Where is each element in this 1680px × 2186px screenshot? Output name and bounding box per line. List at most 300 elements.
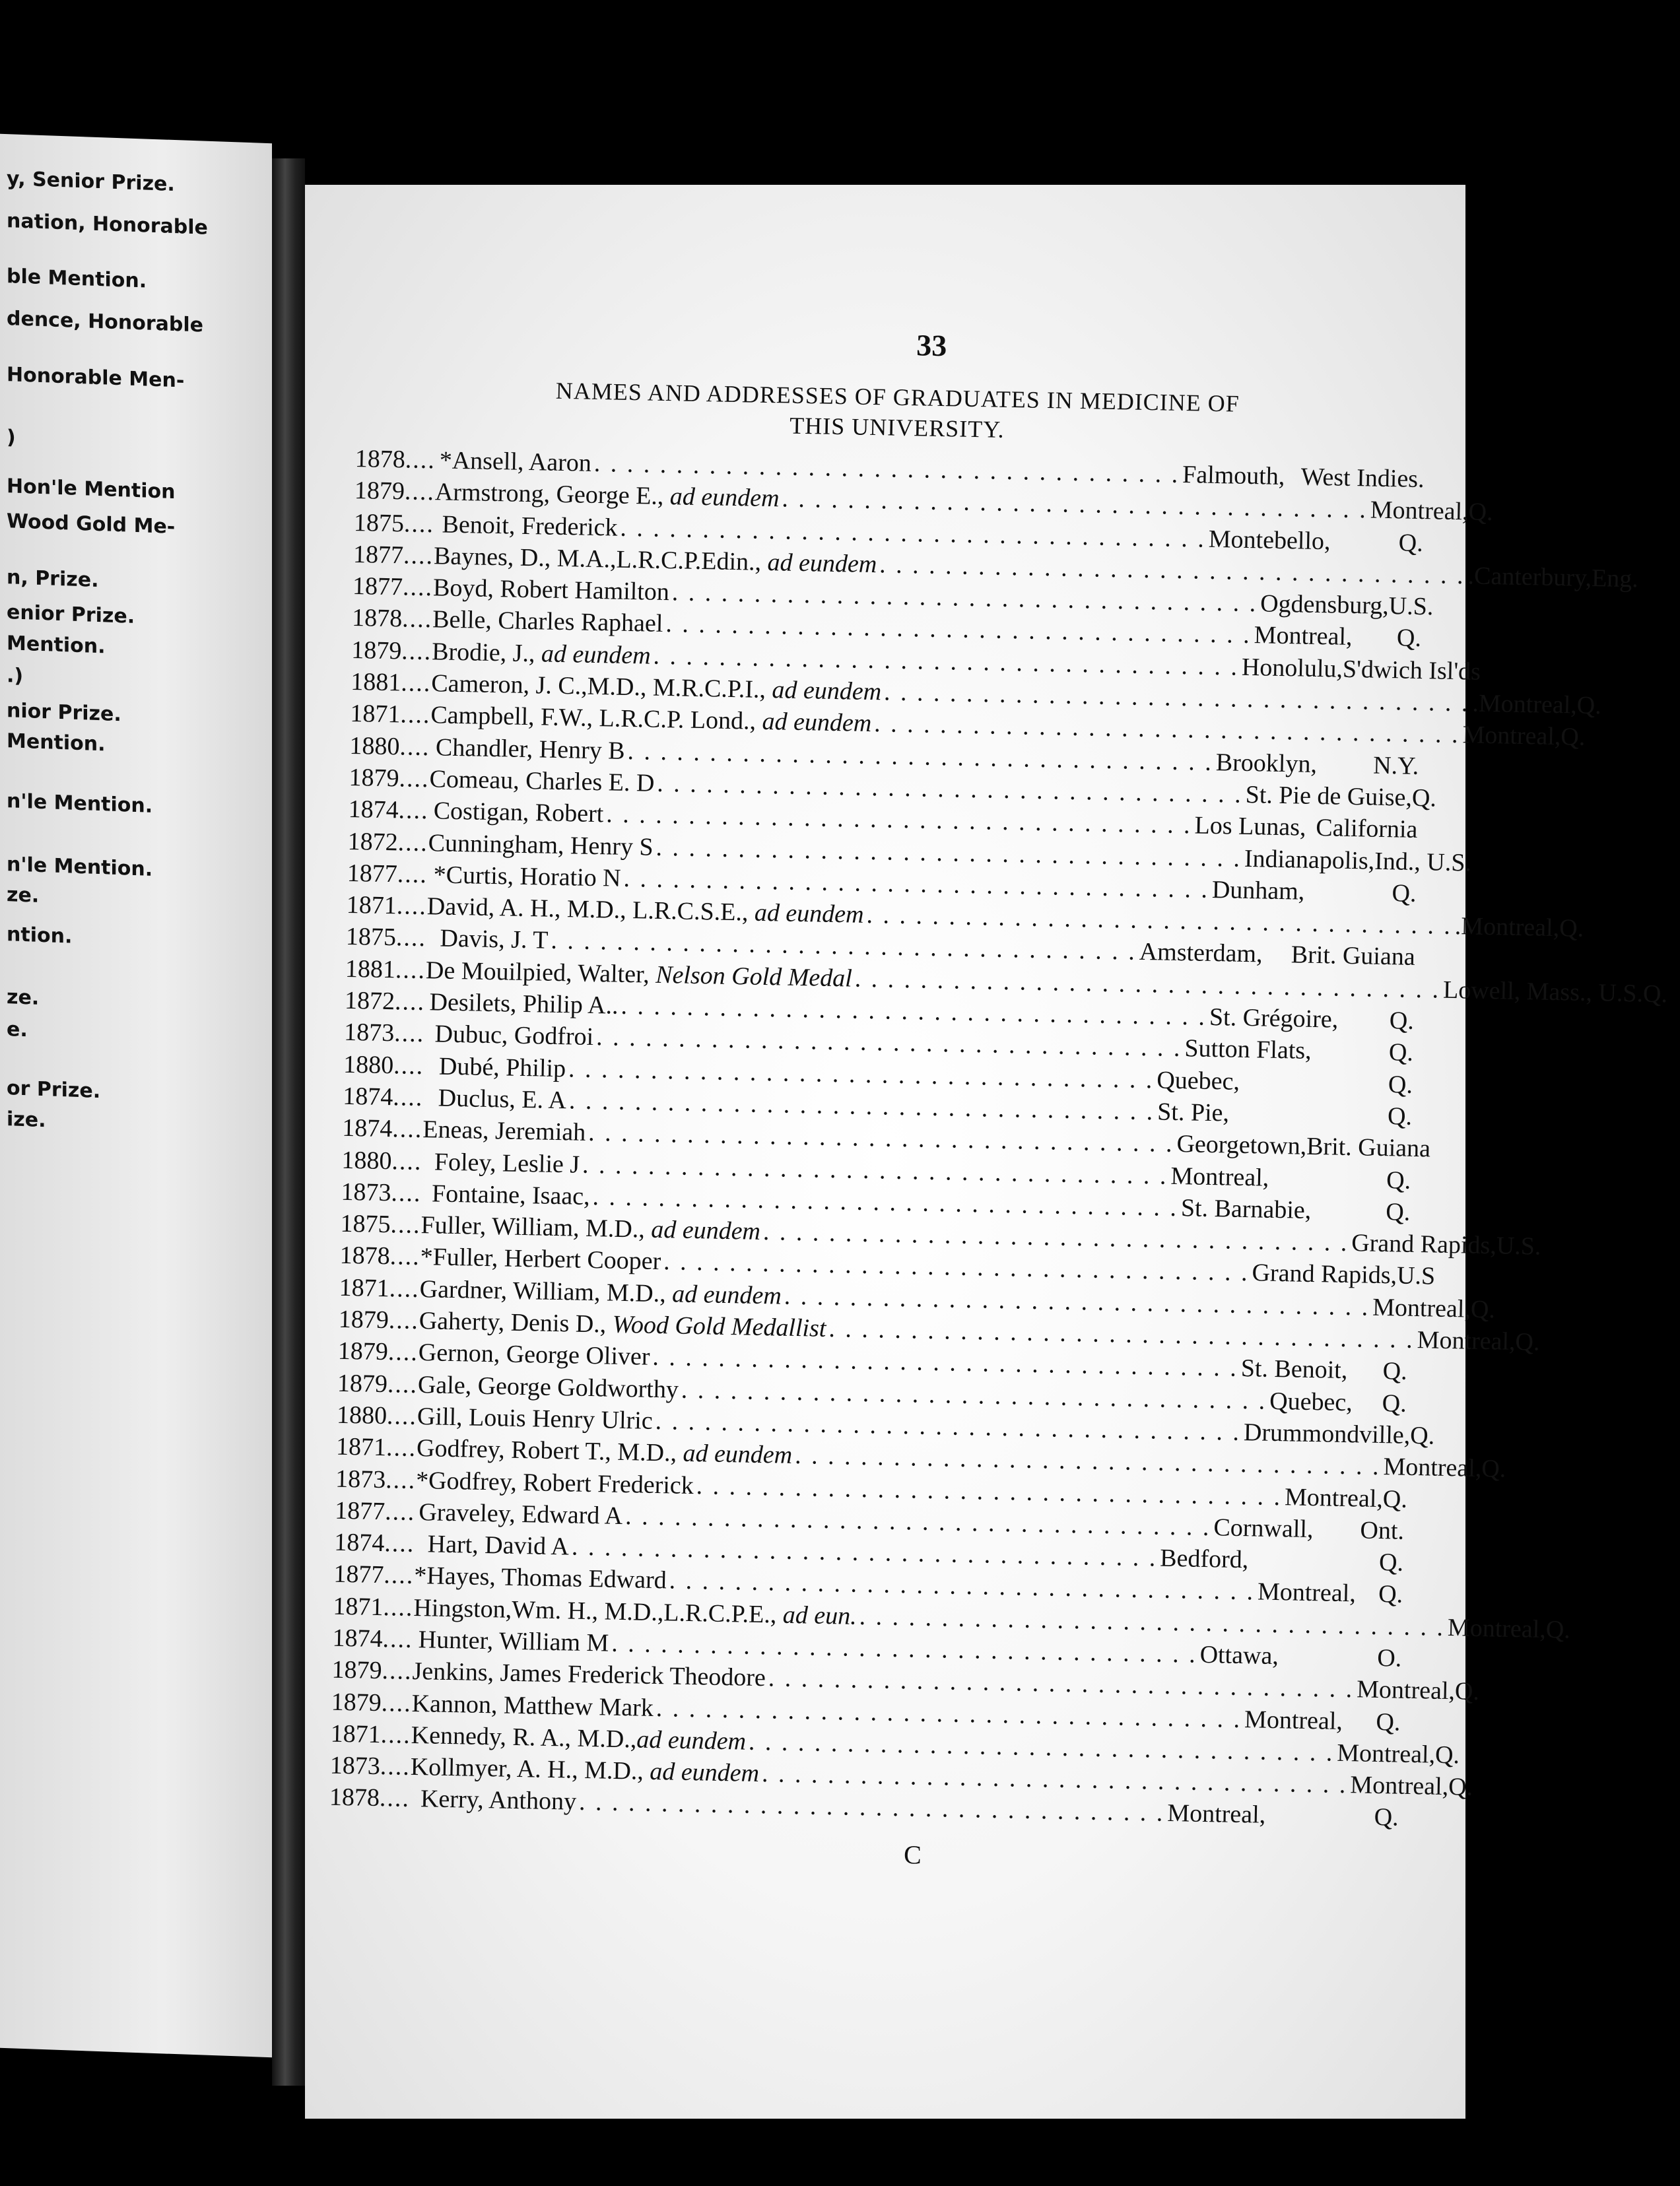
leader-dots: . . . . . . . . . . . . . . . . . . . . . . . . . . . . . . . . . . . .	[794, 1441, 1381, 1481]
degree-note: ad eundem	[683, 1439, 793, 1470]
left-page-line: )	[7, 426, 16, 449]
leader-dots: . . . . . . . . . . . . . . . . . . . . . . . . . . . . . . . . . . . .	[653, 642, 1240, 681]
leader-dots: ....	[384, 1529, 415, 1558]
leader-dots: ....	[382, 1657, 413, 1686]
graduation-year: 1879	[337, 1337, 389, 1366]
left-page-line: or Prize.	[7, 1076, 101, 1104]
graduation-year: 1879	[331, 1655, 383, 1685]
left-page-line: ize.	[7, 1107, 46, 1132]
graduation-year: 1879	[354, 477, 405, 506]
address-city: Montreal,	[1417, 1326, 1516, 1356]
leader-dots: . . . . . . . . . . . . . . . . . . . . . . . . . . . . . . . . . . . .	[879, 550, 1466, 590]
address-city: Montreal,	[1383, 1453, 1482, 1483]
left-page-line: ble Mention.	[7, 265, 147, 293]
leader-dots: ....	[403, 509, 435, 538]
signature-mark: C	[903, 1839, 922, 1870]
graduate-name-text: Fontaine, Isaac,	[431, 1179, 591, 1210]
address-region: Q.	[1515, 1327, 1540, 1356]
graduate-name-text: *Curtis, Horatio N	[433, 861, 622, 892]
address-city: Brooklyn,	[1215, 748, 1318, 778]
leader-dots: ....	[389, 1274, 420, 1303]
graduate-name-text: Godfrey, Robert T., M.D.,	[416, 1434, 683, 1467]
leader-dots: ....	[388, 1306, 420, 1335]
address-city: Montreal,	[1349, 1771, 1449, 1801]
page	[305, 185, 1668, 2119]
left-page-line: y, Senior Prize.	[7, 167, 175, 197]
leader-dots: ....	[396, 892, 428, 921]
graduate-name	[416, 1466, 694, 1500]
leader-dots: ....	[397, 828, 429, 857]
graduate-name	[417, 1402, 653, 1436]
graduate-name-text: Cameron, J. C.,M.D., M.R.C.P.I.,	[430, 669, 772, 704]
leader-dots: ....	[401, 605, 433, 634]
graduation-year: 1879	[338, 1305, 389, 1335]
degree-note: ad eundem	[772, 676, 882, 706]
graduation-year: 1878	[354, 444, 406, 474]
address-city: Bedford,	[1159, 1544, 1249, 1574]
address-region: Q.	[1481, 1455, 1506, 1483]
graduation-year: 1874	[341, 1114, 393, 1143]
graduate-name-text: Boyd, Robert Hamilton	[432, 574, 670, 607]
address-region: Q.	[1434, 1740, 1460, 1770]
leader-dots: . . . . . . . . . . . . . . . . . . . . . . . . . . . . . . . . . . . .	[854, 964, 1441, 1004]
address-region: Q.	[1468, 498, 1493, 527]
graduate-name-text: Graveley, Edward A	[419, 1498, 623, 1530]
address-city: St. Pie,	[1157, 1098, 1230, 1127]
graduation-year: 1874	[348, 795, 399, 824]
address-city: .Canterbury,	[1467, 562, 1592, 592]
address-region: Q.	[1376, 1707, 1401, 1737]
graduation-year: 1880	[349, 731, 400, 761]
graduate-name-text: Dubuc, Godfroi	[434, 1020, 594, 1051]
address-region: Q.	[1374, 1803, 1399, 1832]
address-region: Q.	[1560, 723, 1586, 752]
leader-dots: ....	[389, 1242, 421, 1271]
leader-dots: ....	[397, 860, 428, 889]
graduate-name-text: Cunningham, Henry S	[428, 828, 654, 861]
leader-dots: . . . . . . . . . . . . . . . . . . . . . . . . . . . . . . . . . . . .	[696, 1471, 1283, 1511]
address-city: Montreal,	[1166, 1799, 1266, 1830]
address-city: Amsterdam,	[1139, 938, 1263, 968]
leader-dots: ....	[383, 1593, 414, 1622]
left-page-line: Wood Gold Me-	[7, 510, 176, 539]
leader-dots: . . . . . . . . . . . . . . . . . . . . . . . . . . . . . . . . . . . .	[656, 769, 1244, 809]
graduate-name-text: Hunter, William M	[418, 1626, 609, 1657]
address-region: Q.	[1382, 1357, 1408, 1386]
graduate-name	[420, 1785, 577, 1817]
address-region: U.S	[1396, 1261, 1436, 1291]
address-region: Q.	[1385, 1197, 1411, 1226]
graduate-name-text: Gernon, George Oliver	[418, 1339, 650, 1372]
address-region: Ind., U.S.	[1374, 847, 1472, 877]
graduate-name-text: *Fuller, Herbert Cooper	[420, 1243, 661, 1276]
graduate-name-text: Gill, Louis Henry Ulric	[417, 1402, 654, 1435]
graduation-year: 1880	[343, 1050, 394, 1079]
graduate-name-text: Gardner, William, M.D.,	[419, 1275, 673, 1308]
graduate-name-text: Kerry, Anthony	[420, 1785, 577, 1816]
address-region: California	[1315, 814, 1418, 844]
leader-dots: ....	[391, 1115, 423, 1144]
degree-note: ad eundem	[767, 548, 877, 579]
leader-dots: . . . . . . . . . . . . . . . . . . . . . . . . . . . . . . . . . . . .	[768, 1664, 1355, 1704]
leader-dots: . . . . . . . . . . . . . . . . . . . . . . . . . . . . . . . . . . . .	[624, 1502, 1211, 1541]
address-region: Q.	[1388, 1038, 1414, 1067]
graduate-name-text: Desilets, Philip A..	[429, 988, 619, 1020]
graduation-year: 1874	[332, 1624, 383, 1653]
address-city: Drummondville,	[1243, 1418, 1411, 1449]
graduate-name-text: Chandler, Henry B	[435, 733, 625, 765]
address-city: St. Barnabie,	[1180, 1194, 1312, 1224]
graduation-year: 1875	[353, 508, 405, 537]
address-region: Q.	[1389, 1007, 1415, 1035]
address-city: Ogdensburg,	[1260, 589, 1390, 620]
graduation-year: 1872	[347, 827, 399, 856]
left-page-line: Mention.	[7, 631, 106, 659]
graduate-name	[442, 510, 618, 542]
leader-dots: ....	[392, 1083, 424, 1112]
graduate-name-text: Kollmyer, A. H., M.D.,	[410, 1753, 650, 1786]
left-page-line: Honorable Men-	[7, 362, 185, 393]
left-page-line: Mention.	[7, 729, 106, 756]
address-city: St. Pie de Guise,	[1245, 780, 1413, 812]
address-city: Honolulu,	[1241, 653, 1343, 683]
leader-dots: . . . . . . . . . . . . . . . . . . . . . . . . . . . . . . . . . . . .	[883, 678, 1470, 717]
address-city: Montebello,	[1208, 525, 1331, 555]
graduate-list	[329, 444, 1668, 1835]
page-number: 33	[916, 328, 947, 363]
leader-dots: . . . . . . . . . . . . . . . . . . . . . . . . . . . . . . . . . . . .	[782, 484, 1368, 524]
leader-dots: . . . . . . . . . . . . . . . . . . . . . . . . . . . . . . . . . . . .	[571, 1533, 1158, 1572]
graduate-name	[434, 1020, 593, 1052]
degree-note: ad eundem	[650, 1758, 760, 1788]
page-content	[328, 317, 1668, 1879]
leader-dots: . . . . . . . . . . . . . . . . . . . . . . . . . . . . . . . . . . . .	[627, 737, 1214, 776]
graduation-year: 1871	[335, 1432, 387, 1462]
leader-dots: ....	[405, 446, 436, 475]
address-city: Montreal,	[1447, 1613, 1547, 1643]
address-city: Cornwall,	[1213, 1513, 1314, 1543]
degree-note: ad eundem	[650, 1215, 761, 1246]
address-region: Q.	[1388, 1070, 1413, 1099]
leader-dots: . . . . . . . . . . . . . . . . . . . . . . . . . . . . . . . . . . . .	[620, 513, 1207, 553]
graduate-name	[429, 987, 619, 1020]
leader-dots: . . . . . . . . . . . . . . . . . . . . . . . . . . . . . . . . . . . .	[669, 1566, 1256, 1606]
address-region: N.Y.	[1372, 751, 1419, 780]
leader-dots: . . . . . . . . . . . . . . . . . . . . . . . . . . . . . . . . . . . .	[621, 991, 1207, 1031]
leader-dots: ....	[384, 1497, 416, 1526]
graduate-name	[429, 764, 655, 798]
graduate-name-text: Kannon, Matthew Mark	[411, 1689, 654, 1722]
degree-note: Nelson Gold Medal	[655, 960, 853, 993]
leader-dots: . . . . . . . . . . . . . . . . . . . . . . . . . . . . . . . . . . . .	[828, 1314, 1415, 1354]
leader-dots: ....	[402, 573, 434, 602]
address-region: Q.	[1559, 914, 1584, 943]
leader-dots: ....	[393, 1019, 425, 1048]
address-city: Montreal,	[1257, 1577, 1357, 1608]
leader-dots: ....	[391, 1179, 422, 1207]
degree-note: ad eundem	[671, 1280, 782, 1310]
address-city: Montreal,	[1284, 1482, 1384, 1513]
graduation-year: 1879	[331, 1688, 382, 1717]
leader-dots: ....	[399, 733, 430, 761]
leader-dots: . . . . . . . . . . . . . . . . . . . . . . . . . . . . . . . . . . . .	[592, 1182, 1179, 1222]
graduation-year: 1880	[336, 1401, 387, 1430]
leader-dots: ....	[398, 796, 430, 825]
leader-dots: . . . . . . . . . . . . . . . . . . . . . . . . . . . . . . . . . . . .	[748, 1727, 1335, 1767]
heading-line-2: THIS UNIVERSITY.	[789, 412, 1005, 443]
address-city: Montreal,	[1372, 1293, 1471, 1323]
graduate-name-text: Benoit, Frederick	[442, 510, 618, 542]
leader-dots: . . . . . . . . . . . . . . . . . . . . . . . . . . . . . . . . . . . .	[655, 1694, 1242, 1733]
left-page-line: n'le Mention.	[7, 852, 153, 881]
address-city: Montreal,	[1462, 721, 1561, 751]
leader-dots: . . . . . . . . . . . . . . . . . . . . . . . . . . . . . . . . . . . .	[568, 1086, 1155, 1126]
graduate-name	[435, 478, 780, 513]
graduate-name	[439, 1051, 566, 1083]
graduate-name-text: *Ansell, Aaron	[439, 446, 592, 477]
address-region: Q.	[1378, 1580, 1403, 1609]
graduate-name-text: Gaherty, Denis D.,	[419, 1307, 613, 1339]
graduate-name	[427, 1529, 569, 1561]
graduation-year: 1871	[346, 890, 397, 920]
graduation-year: 1878	[339, 1242, 391, 1271]
address-city: Quebec,	[1157, 1066, 1240, 1096]
graduation-year: 1881	[345, 954, 396, 984]
graduation-year: 1873	[343, 1018, 395, 1047]
leader-dots: . . . . . . . . . . . . . . . . . . . . . . . . . . . . . . . . . . . .	[568, 1054, 1155, 1094]
graduation-year: 1874	[342, 1082, 393, 1111]
graduate-name	[411, 1721, 746, 1756]
address-region: Q.	[1642, 979, 1668, 1009]
graduate-name-text: Dubé, Philip	[438, 1052, 566, 1082]
graduate-name-text: Armstrong, George E.,	[434, 478, 671, 511]
graduate-name	[418, 1370, 679, 1405]
left-page-line: nior Prize.	[7, 698, 121, 726]
leader-dots: ....	[380, 1720, 412, 1749]
degree-note: ad eundem	[754, 898, 864, 929]
graduation-year: 1877	[352, 572, 403, 601]
address-region: Q.	[1411, 783, 1437, 812]
graduation-year: 1879	[349, 763, 399, 793]
graduate-name-text: *Hayes, Thomas Edward	[413, 1562, 667, 1595]
address-region: Q.	[1392, 879, 1417, 908]
leader-dots: ....	[390, 1210, 422, 1240]
left-page-line: e.	[7, 1018, 28, 1042]
graduate-name	[411, 1689, 654, 1723]
leader-dots: ....	[401, 637, 432, 666]
left-page-line: n, Prize.	[7, 566, 99, 593]
address-city: Los Lunas,	[1194, 811, 1306, 842]
degree-note: ad eundem	[669, 482, 780, 513]
address-region: Eng.	[1591, 564, 1639, 593]
leader-dots: . . . . . . . . . . . . . . . . . . . . . . . . . . . . . . . . . . . .	[663, 1247, 1250, 1287]
address-city: Montreal,	[1170, 1162, 1269, 1192]
leader-dots: . . . . . . . . . . . . . . . . . . . . . . . . . . . . . . . . . . . .	[605, 800, 1193, 840]
address-region: S'dwich Isl'ds	[1342, 655, 1481, 686]
graduate-name-text: David, A. H., M.D., L.R.C.S.E.,	[426, 892, 755, 927]
degree-note: ad eundem	[636, 1725, 747, 1756]
leader-dots: . . . . . . . . . . . . . . . . . . . . . . . . . . . . . . . . . . . .	[578, 1788, 1165, 1828]
leader-dots: ....	[382, 1625, 413, 1653]
address-region: U.S.	[1388, 592, 1434, 621]
leader-dots: . . . . . . . . . . . . . . . . . . . . . . . . . . . . . . . . . . . .	[623, 864, 1210, 904]
graduation-year: 1874	[333, 1528, 385, 1558]
graduation-year: 1877	[353, 540, 404, 570]
address-region: Brit. Guiana	[1291, 941, 1416, 972]
leader-dots: . . . . . . . . . . . . . . . . . . . . . . . . . . . . . . . . . . . .	[551, 927, 1137, 966]
leader-dots: ....	[380, 1752, 411, 1781]
graduation-year: 1875	[345, 923, 397, 952]
address-region: O.	[1376, 1644, 1402, 1673]
graduate-name-text: Baynes, D., M.A.,L.R.C.P.Edin.,	[433, 542, 768, 576]
leader-dots: ....	[395, 956, 426, 984]
page-heading	[369, 372, 1426, 453]
degree-note: ad eundem	[541, 640, 652, 670]
leader-dots: . . . . . . . . . . . . . . . . . . . . . . . . . . . . . . . . . . . .	[784, 1282, 1370, 1321]
graduation-year: 1873	[335, 1465, 386, 1494]
graduation-year: 1877	[334, 1496, 386, 1525]
leader-dots: ....	[400, 700, 431, 729]
address-city: Georgetown,	[1176, 1130, 1307, 1161]
leader-dots: ....	[391, 1146, 422, 1176]
graduate-name	[420, 1210, 760, 1246]
graduate-name-text: Hart, David A	[427, 1530, 570, 1561]
address-city: Montreal,	[1254, 621, 1353, 651]
graduate-name-text: Gale, George Goldworthy	[417, 1370, 679, 1404]
address-city: Montreal,	[1356, 1675, 1456, 1706]
address-region: Ont.	[1360, 1516, 1405, 1545]
graduate-name	[412, 1657, 766, 1692]
graduate-name	[428, 828, 654, 862]
graduation-year: 1881	[350, 667, 401, 697]
graduate-name	[432, 637, 651, 670]
left-page-line: n'le Mention.	[7, 789, 153, 818]
graduate-name	[418, 1338, 650, 1372]
leader-dots: . . . . . . . . . . . . . . . . . . . . . . . . . . . . . . . . . . . .	[611, 1629, 1198, 1669]
leader-dots: . . . . . . . . . . . . . . . . . . . . . . . . . . . . . . . . . . . .	[588, 1119, 1174, 1158]
address-city: Dunham,	[1211, 875, 1305, 906]
leader-dots: . . . . . . . . . . . . . . . . . . . . . . . . . . . . . . . . . . . .	[655, 1407, 1242, 1446]
address-city: Lowell, Mass., U.S.	[1442, 976, 1644, 1008]
leader-dots: ....	[387, 1338, 419, 1367]
leader-dots: ....	[394, 987, 426, 1016]
degree-note: Wood Gold Medallist	[612, 1310, 826, 1342]
graduation-year: 1873	[341, 1177, 391, 1207]
leader-dots: . . . . . . . . . . . . . . . . . . . . . . . . . . . . . . . . . . . .	[762, 1218, 1349, 1257]
leader-dots: . . . . . . . . . . . . . . . . . . . . . . . . . . . . . . . . . . . .	[671, 578, 1258, 618]
address-city: Grand Rapids,	[1252, 1259, 1397, 1290]
left-page-line: ze.	[7, 883, 40, 908]
graduation-year: 1877	[347, 859, 398, 888]
address-region: Q.	[1545, 1615, 1571, 1644]
graduate-name-text: Davis, J. T	[440, 925, 549, 955]
leader-dots: . . . . . . . . . . . . . . . . . . . . . . . . . . . . . . . . . . . .	[582, 1150, 1168, 1190]
book-spine	[272, 158, 305, 2086]
leader-dots: . . . . . . . . . . . . . . . . . . . . . . . . . . . . . . . . . . . .	[681, 1375, 1267, 1415]
graduate-name	[433, 797, 603, 829]
graduate-name	[410, 1752, 759, 1788]
graduate-name-text: Jenkins, James Frederick Theodore	[412, 1657, 766, 1692]
leader-dots: ....	[379, 1784, 411, 1813]
address-region: Q.	[1398, 528, 1424, 557]
graduate-name-text: Costigan, Robert	[433, 797, 604, 828]
left-page-line: ze.	[7, 985, 40, 1010]
graduate-name	[432, 1179, 590, 1211]
leader-dots: ....	[381, 1688, 413, 1717]
graduate-name-text: Foley, Leslie J	[434, 1147, 580, 1179]
graduate-name-text: Campbell, F.W., L.R.C.P. Lond.,	[430, 701, 763, 736]
graduate-name-text: Belle, Charles Raphael	[432, 605, 663, 638]
address-region: U.S.	[1496, 1232, 1541, 1261]
address-city: St. Grégoire,	[1209, 1003, 1339, 1034]
address-city: St. Benoit,	[1240, 1354, 1348, 1385]
graduate-name-text: Fuller, William, M.D.,	[420, 1211, 652, 1243]
address-city: Grand Rapids,	[1351, 1229, 1497, 1260]
address-city: Sutton Flats,	[1184, 1034, 1312, 1065]
graduate-name-text: Eneas, Jeremiah	[422, 1115, 586, 1147]
graduation-year: 1878	[329, 1783, 380, 1812]
graduate-name	[433, 573, 670, 607]
address-region: Q.	[1409, 1421, 1435, 1450]
leader-dots: ....	[387, 1370, 419, 1399]
graduation-year: 1879	[351, 636, 402, 665]
graduate-name	[419, 1498, 623, 1531]
graduate-name-text: *Godfrey, Robert Frederick	[415, 1466, 694, 1500]
graduate-name	[432, 605, 663, 639]
leader-dots: ....	[386, 1434, 417, 1463]
graduate-name	[419, 1275, 782, 1311]
address-city: Quebec,	[1269, 1387, 1353, 1416]
graduate-name	[418, 1625, 609, 1658]
left-page-line: ntion.	[7, 922, 73, 948]
graduate-name	[433, 860, 621, 892]
graduate-name-text: Comeau, Charles E. D	[429, 765, 655, 797]
graduation-year: 1871	[339, 1273, 390, 1302]
graduate-name	[438, 1083, 566, 1115]
address-city: Falmouth,	[1182, 461, 1285, 491]
leader-dots: ....	[385, 1465, 417, 1494]
graduate-name	[440, 924, 549, 955]
leader-dots: ....	[403, 541, 434, 570]
address-region: Q.	[1382, 1389, 1407, 1418]
leader-dots: ....	[400, 669, 432, 698]
graduation-year: 1878	[351, 604, 403, 633]
address-region: Q.	[1396, 624, 1422, 653]
graduation-year: 1871	[330, 1719, 382, 1748]
leader-dots: . . . . . . . . . . . . . . . . . . . . . . . . . . . . . . . . . . . .	[761, 1760, 1348, 1799]
graduate-name-text: Hingston,Wm. H., M.D.,L.R.C.P.E.,	[413, 1593, 784, 1629]
address-city: .Montreal,	[1472, 689, 1578, 719]
leader-dots: . . . . . . . . . . . . . . . . . . . . . . . . . . . . . . . . . . . .	[652, 1343, 1239, 1383]
leader-dots: . . . . . . . . . . . . . . . . . . . . . . . . . . . . . . . . . . . .	[859, 1602, 1446, 1641]
graduate-name-text: De Mouilpied, Walter,	[425, 956, 656, 989]
leader-dots: ....	[404, 477, 436, 506]
leader-dots: ....	[399, 764, 430, 793]
address-city: Ottawa,	[1199, 1640, 1279, 1671]
graduate-name	[414, 1561, 667, 1595]
degree-note: ad eun.	[782, 1601, 857, 1630]
leader-dots: . . . . . . . . . . . . . . . . . . . . . . . . . . . . . . . . . . . .	[593, 449, 1180, 488]
graduation-year: 1871	[333, 1592, 384, 1621]
graduate-name	[434, 1147, 580, 1179]
left-page-line: nation, Honorable	[7, 209, 208, 240]
address-region: Brit. Guiana	[1306, 1133, 1431, 1163]
graduation-year: 1879	[337, 1369, 388, 1398]
left-page-line: .)	[7, 663, 24, 688]
heading-line-1: NAMES AND ADDRESSES OF GRADUATES IN MEDICINE OF	[555, 377, 1240, 417]
leader-dots: . . . . . . . . . . . . . . . . . . . . . . . . . . . . . . . . . . . .	[655, 833, 1242, 873]
address-region: Q.	[1378, 1548, 1404, 1577]
